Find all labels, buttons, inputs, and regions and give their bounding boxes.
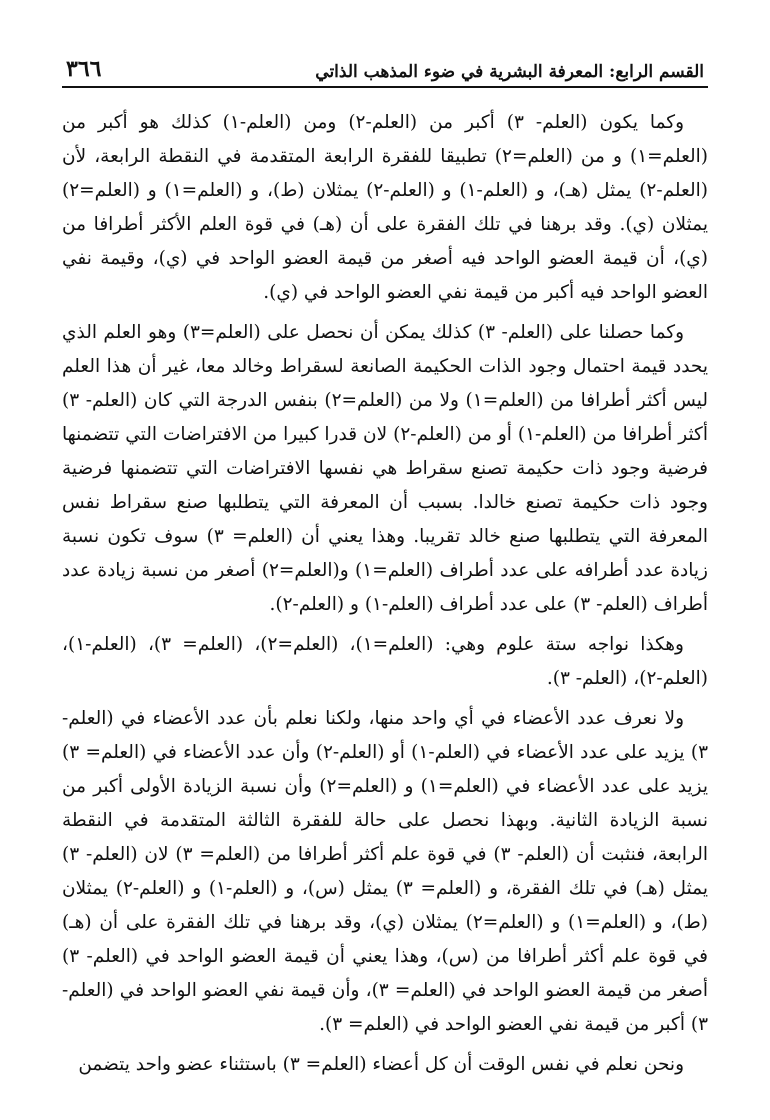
- running-header: [62, 50, 708, 88]
- paragraph: ونحن نعلم في نفس الوقت أن كل أعضاء (العلم= ٣) باستثناء عضو واحد يتضمن: [78, 1054, 684, 1075]
- running-title: القسم الرابع: المعرفة البشرية في ضوء المذهب الذاتي: [315, 62, 704, 82]
- paragraph: وكما حصلنا على (العلم- ٣) كذلك يمكن أن نحصل على (العلم=٣) وهو العلم الذي يحدد قيمة احتمال وجود الذات الحكيمة الصانعة لسقراط وخالد معا، غير أن هذا العلم ليس أكثر أطرافا من (العلم=١) ولا من (العلم=٢) بنفس الدرجة التي كان (العلم- ٣) أكثر أطرافا من (العلم-١) أو من (العلم-٢) لان قدرا كبيرا من الافتراضات التي تتضمنها فرضية وجود ذات حكيمة تصنع سقراط هي نفسها الافتراضات التي تتضمنها فرضية وجود ذات حكيمة تصنع خالدا. بسبب أن المعرفة التي يتطلبها صنع سقراط نفس المعرفة التي يتطلبها صنع خالد تقريبا. وهذا يعني أن (العلم= ٣) سوف تكون نسبة زيادة عدد أطرافه على عدد أطراف (العلم=١) و(العلم=٢) أصغر من نسبة زيادة عدد أطراف (العلم- ٣) على عدد أطراف (العلم-١) و (العلم-٢).: [62, 322, 708, 615]
- body-text: [62, 106, 708, 1082]
- page-number: ٣٦٦: [66, 56, 102, 82]
- paragraph: وهكذا نواجه ستة علوم وهي: (العلم=١)، (العلم=٢)، (العلم= ٣)، (العلم-١)، (العلم-٢)، (العلم- ٣).: [62, 634, 708, 689]
- paragraph: وكما يكون (العلم- ٣) أكبر من (العلم-٢) ومن (العلم-١) كذلك هو أكبر من (العلم=١) و من (العلم=٢) تطبيقا للفقرة الرابعة المتقدمة في النقطة الرابعة، لأن (العلم-٢) يمثل (هـ)، و (العلم-١) و (العلم-٢) يمثلان (ط)، و (العلم=١) و (العلم=٢) يمثلان (ي). وقد برهنا في تلك الفقرة على أن (هـ) في قوة العلم الأكثر أطرافا من (ي)، أن قيمة العضو الواحد فيه أصغر من قيمة العضو الواحد في (ي)، وقيمة نفي العضو الواحد فيه أكبر من قيمة نفي العضو الواحد في (ي).: [62, 112, 708, 303]
- paragraph: ولا نعرف عدد الأعضاء في أي واحد منها، ولكنا نعلم بأن عدد الأعضاء في (العلم- ٣) يزيد على عدد الأعضاء في (العلم-١) أو (العلم-٢) وأن عدد الأعضاء في (العلم= ٣) يزيد على عدد الأعضاء في (العلم=١) و (العلم=٢) وأن نسبة الزيادة الأولى أكبر من نسبة الزيادة الثانية. وبهذا نحصل على حالة للفقرة الثالثة المتقدمة في النقطة الرابعة، فنثبت أن (العلم- ٣) في قوة علم أكثر أطرافا من (العلم= ٣) لان (العلم- ٣) يمثل (هـ) في تلك الفقرة، و (العلم= ٣) يمثل (س)، و (العلم-١) و (العلم-٢) يمثلان (ط)، و (العلم=١) و (العلم=٢) يمثلان (ي)، وقد برهنا في تلك الفقرة على أن (هـ) في قوة علم أكثر أطرافا من (س)، وهذا يعني أن قيمة العضو الواحد في (العلم- ٣) أصغر من قيمة العضو الواحد في (العلم= ٣)، وأن قيمة نفي العضو الواحد في (العلم- ٣) أكبر من قيمة نفي العضو الواحد في (العلم= ٣).: [62, 708, 709, 1035]
